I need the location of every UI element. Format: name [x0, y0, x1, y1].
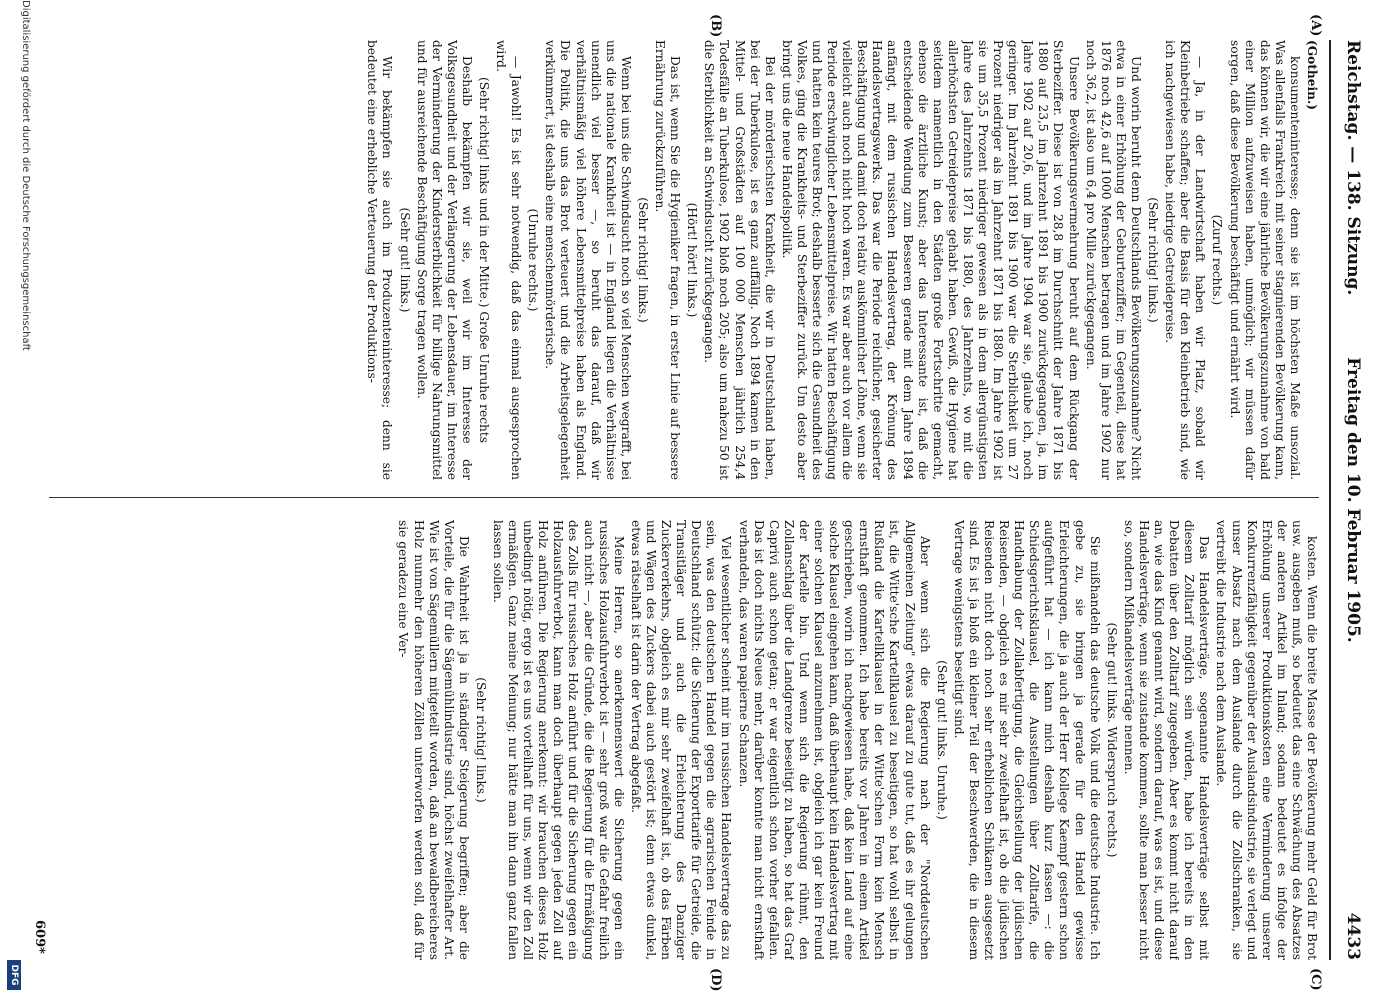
- header-page-number: 4433: [1343, 912, 1363, 960]
- paragraph: Bei der mörderischsten Krankheit, die wir in Deutschland haben, bei der Tuberkulose, ist es ganz auffällig. Noch 1894 kamen in den Mittel- und Großstädten auf 100 000 Menschen jährlich 254,4 Todesfälle an Tuberkulose, 1902 bloß noch 205; also um nahezu 50 ist die Sterblichkeit an Schwindsucht zurückgegangen.: [702, 40, 777, 480]
- paragraph: Das ist, wenn Sie die Hygieniker fragen, in erster Linie auf bessere Ernährung zurückzuführen.: [653, 40, 683, 480]
- margin-marker-c: (C): [1308, 968, 1323, 991]
- paragraph: Das Handelsverträge, sogenannte Handelsverträge selbst mit diesem Zolltarif möglich sein würden, habe ich bereits in den Debatten über den Zolltarif zugegeben. Aber es kommt nicht darauf an, wie das Kind genannt wird, sondern darauf, was es ist, und diese Handelsverträge, wenn sie zustande kommen, sollte man besser nicht so, sondern Mißhandelsverträge nennen.: [1121, 520, 1212, 960]
- interjection: (Unruhe rechts.): [526, 208, 541, 312]
- page-signature: 609*: [32, 920, 47, 954]
- interjection: (Sehr richtig! links.): [1146, 197, 1161, 323]
- header-date: Freitag den 10. Februar 1905.: [1343, 357, 1363, 643]
- paragraph: Aber wenn sich die Regierung nach der "Norddeutschen Allgemeinen Zeitung" etwas darauf zu gute tut, daß es ihr gelungen ist, die Witte'sche Kartellklausel zu beseitigen, so hat wohl selbst in Rußland die Kartellklausel in der Witte'schen Form kein Mensch ernsthaft genommen. Ich habe bereits vor Jahren in einem Artikel geschrieben, worin ich nachgewiesen habe, daß kein Land auf eine solche Klausel eingehen kann, daß überhaupt kein Handelsvertrag mit einer solchen Klausel anzunehmen ist, obgleich ich gar kein Freund der Kartelle bin. Und wenn sich die Regierung rühmt, den Zollanschlag über die Landgrenze beseitigt zu haben, so hat das Graf Caprivi auch schon getan; er war eigentlich schon vorher gefallen. Das ist doch nichts Neues mehr, darüber konnte man nicht ernsthaft verhandeln, das waren papierne Schanzen.: [736, 520, 932, 960]
- paragraph: Deshalb bekämpfen wir sie, weil wir im Interesse der Volksgesundheit und der Verlängerung der Lebensdauer, im Interesse der Verminderung der Kindersterblichkeit für billige Nahrungsmittel und für ausreichende Beschäftigung Sorge tragen wollen.: [414, 40, 474, 480]
- paragraph: Wir bekämpfen sie auch im Produzenteninteresse; denn sie bedeutet eine erhebliche Verteuerung der Produktions-: [365, 40, 395, 480]
- paragraph: Die Wahrheit ist ja in ständiger Steigerung begriffen; aber die Vorteile, die für die Sägemühlindustrie sind, höchst zweifelhafter Art. Wie ist von Sägemüllern mitgeteilt worden, daß an bewaldbereicheres Holz nunmehr den höheren Zöllen unterworfen werden soll, daß für sie geradezu eine Ver-: [396, 520, 471, 960]
- interjection: (Zuruf rechts.): [1210, 214, 1225, 306]
- header-session: Reichstag. — 138. Sitzung.: [1343, 40, 1363, 296]
- paragraph: Unsere Bevölkerungsvermehrung beruht auf dem Rückgang der Sterbeziffer. Diese ist von 28,8 im Durchschnitt der Jahre 1871 bis 1880 auf 23,5 im Jahrzehnt 1891 bis 1900 zurückgegangen, ja, im Jahre 1902 auf 20,6, und im Jahre 1904 war sie, glaube ich, noch geringer. Im Jahrzehnt 1891 bis 1900 war die Sterblichkeit um 27 Prozent niedriger als im Jahrzehnt 1871 bis 1880. Im Jahre 1902 ist sie um 35,5 Prozent niedriger gewesen als in dem allergünstigsten Jahre des Jahrzehnts 1871 bis 1880, des Jahrzehnts, wo mit die allerhöchsten Getreidepreise gehabt haben. Gewiß, die Hygiene hat seitdem namentlich in den Städten große Fortschritte gemacht, ebenso die ärztliche Kunst; aber das Interessante ist, daß die entscheidende Wendung zum Besseren gerade mit dem Jahre 1894 anfängt, mit dem russischen Handelsvertrag, der Krönung des Handelsvertragswerks. Das war die Periode reichlicher, gesicherter Beschäftigung und damit doch relativ auskömmlicher Löhne, wenn sie vielleicht auch noch nicht hoch waren. Es war aber auch vor allem die Periode erschwinglicher Lebensmittelpreise. Wir hatten Beschäftigung und hatten kein teures Brot; deshalb besserte sich die Gesundheit des Volkes, ging die Krankheits- und Sterbeziffer zurück. Um desto aber bringt uns die neue Handelspolitik.: [779, 40, 1081, 480]
- funding-note: Digitalisierung gefördert durch die Deutsche Forschungsgemeinschaft: [20, 0, 31, 351]
- interjection: (Sehr richtig! links.): [635, 197, 650, 323]
- interjection: (Hört! hört! links.): [685, 202, 700, 318]
- paragraph: Sie mißhandeln das deutsche Volk und die deutsche Industrie. Ich gebe zu, sie bringen ja gerade für den Handel gewisse Erleichterungen, die ja auch der Herr Kollege Kaempf gestern schon aufgeführt hat — ich kann mich deshalb kurz fassen —: die Schiedsgerichtsklausel, die Ausstellungen über Zolltarife, die Handhabung der Zollabfertigung, die Gleichstellung der jüdischen Reisenden, — obgleich es mir sehr zweifelhaft ist, ob die jüdischen Reisenden nicht doch noch sehr erheblichen Schikanen ausgesetzt sind. Es ist ja bloß ein kleiner Teil der Beschwerden, die in diesem Vertrage wenigstens beseitigt sind.: [951, 520, 1102, 960]
- paragraph: konsumenteninteresse; denn sie ist im höchsten Maße unsozial. Was allenfalls Frankreich mit seiner stagnierenden Bevölkerung kann, das können wir, die wir eine jährliche Bevölkerungszunahme von bald einer Million aufzuweisen haben, unmöglich; wir müssen dafür sorgen, daß diese Bevölkerung beschäftigt und ernährt wird.: [1227, 40, 1302, 480]
- interjection: (Sehr gut! links. Unruhe.): [934, 660, 949, 820]
- paragraph: Und worin beruht denn Deutschlands Bevölkerungszunahme? Nicht etwa in einer Erhöhung der Geburtenziffer; im Gegenteil, diese hat 1876 noch 42,6 auf 1000 Menschen betragen und im Jahre 1902 nur noch 36,2, ist also um 6,4 pro Mille zurückgegangen.: [1083, 40, 1143, 480]
- margin-marker-a: (A): [1308, 14, 1323, 37]
- paragraph: Meine Herren, so anerkennenswert die Sicherung gegen ein russisches Holzausfuhrverbot ist — sehr groß war die Gefahr freilich auch nicht —, aber die Gründe, die die Regierung für die Ermäßigung des Zolls für russisches Holz anführt und für die Sicherung gegen ein Holzausfuhrverbot, kann man doch überhaupt gegen jeden Zoll auf Holz anführen. Die Regierung anerkennt: wir brauchen dieses Holz unbedingt nötig, ergo ist es uns vorteilhaft für uns, wenn wir den Zoll ermäßigen. Ganz meine Meinung; nur hätte man ihn dann ganz fallen lassen sollen.: [491, 520, 626, 960]
- left-column: [39, 40, 1319, 480]
- interjection: (Sehr richtig! links.): [473, 677, 488, 803]
- paragraph: Viel wesentlicher scheint mir im russischen Handelsvertrage das zu sein, was den deutschen Handel gegen die agrarischen Feinde in Deutschland schützt: die Sicherung der Exporttarife für Getreide, die Transitläger und auch die Erleichterung des Danziger Zuckerverkehrs, obgleich es mir sehr zweifelhaft ist, ob das Färben und Wägen des Zuckers dabei auch gestört ist; denn etwas dunkel, etwas rätselhaft ist darin der Vertrag abgefaßt.: [628, 520, 734, 960]
- page-header: [1331, 40, 1371, 960]
- speaker-name: (Gothein.): [1305, 40, 1319, 111]
- interjection: (Sehr gut! links. Widerspruch rechts.): [1104, 622, 1119, 858]
- margin-marker-d: (D): [708, 968, 723, 992]
- interjection: (Sehr gut! links.): [397, 207, 412, 313]
- interjection: (Sehr richtig! links und in der Mitte.) Große Unruhe rechts: [477, 76, 492, 444]
- paragraph: kosten. Wenn die breite Masse der Bevölkerung mehr Geld für Brot usw. ausgeben muß, so bedeutet das eine Schwächung des Absatzes der anderen Artikel im Inland; sodann bedeutet es infolge der Erhöhung unserer Produktionskosten eine Verminderung unserer Konkurrenzfähigkeit gegenüber der Auslandsindustrie, sie verlegt und unser Absatz nach dem Auslande durch die Zollschranken, sie vertreibt die Industrie nach dem Auslande.: [1214, 520, 1319, 960]
- column-divider: [49, 497, 1319, 498]
- paragraph: — Jawohl! Es ist sehr notwendig, daß das einmal ausgesprochen wird.: [494, 40, 524, 480]
- paragraph: Wenn bei uns die Schwindsucht noch so viel Menschen wegrafft, bei uns die nationale Krankheit ist — in England liegen die Verhältnisse unendlich viel besser —, so beruht das darauf, daß wir verhältnismäßig viel höhere Lebensmittelpreise haben als England. Die Politik, die uns das Brot verteuert und die Arbeitsgelegenheit verkümmert, ist deshalb eine menschenmörderische.: [543, 40, 633, 480]
- dfg-logo: DFG: [7, 960, 21, 990]
- paragraph: — Ja, in der Landwirtschaft haben wir Platz, sobald wir Kleinbetriebe schaffen; aber die Basis für den Kleinbetrieb sind, wie ich nachgewiesen habe, niedrige Getreidepreise.: [1163, 40, 1208, 480]
- margin-marker-b: (B): [708, 14, 723, 38]
- right-column: [39, 520, 1319, 960]
- header-rule: [1329, 40, 1331, 960]
